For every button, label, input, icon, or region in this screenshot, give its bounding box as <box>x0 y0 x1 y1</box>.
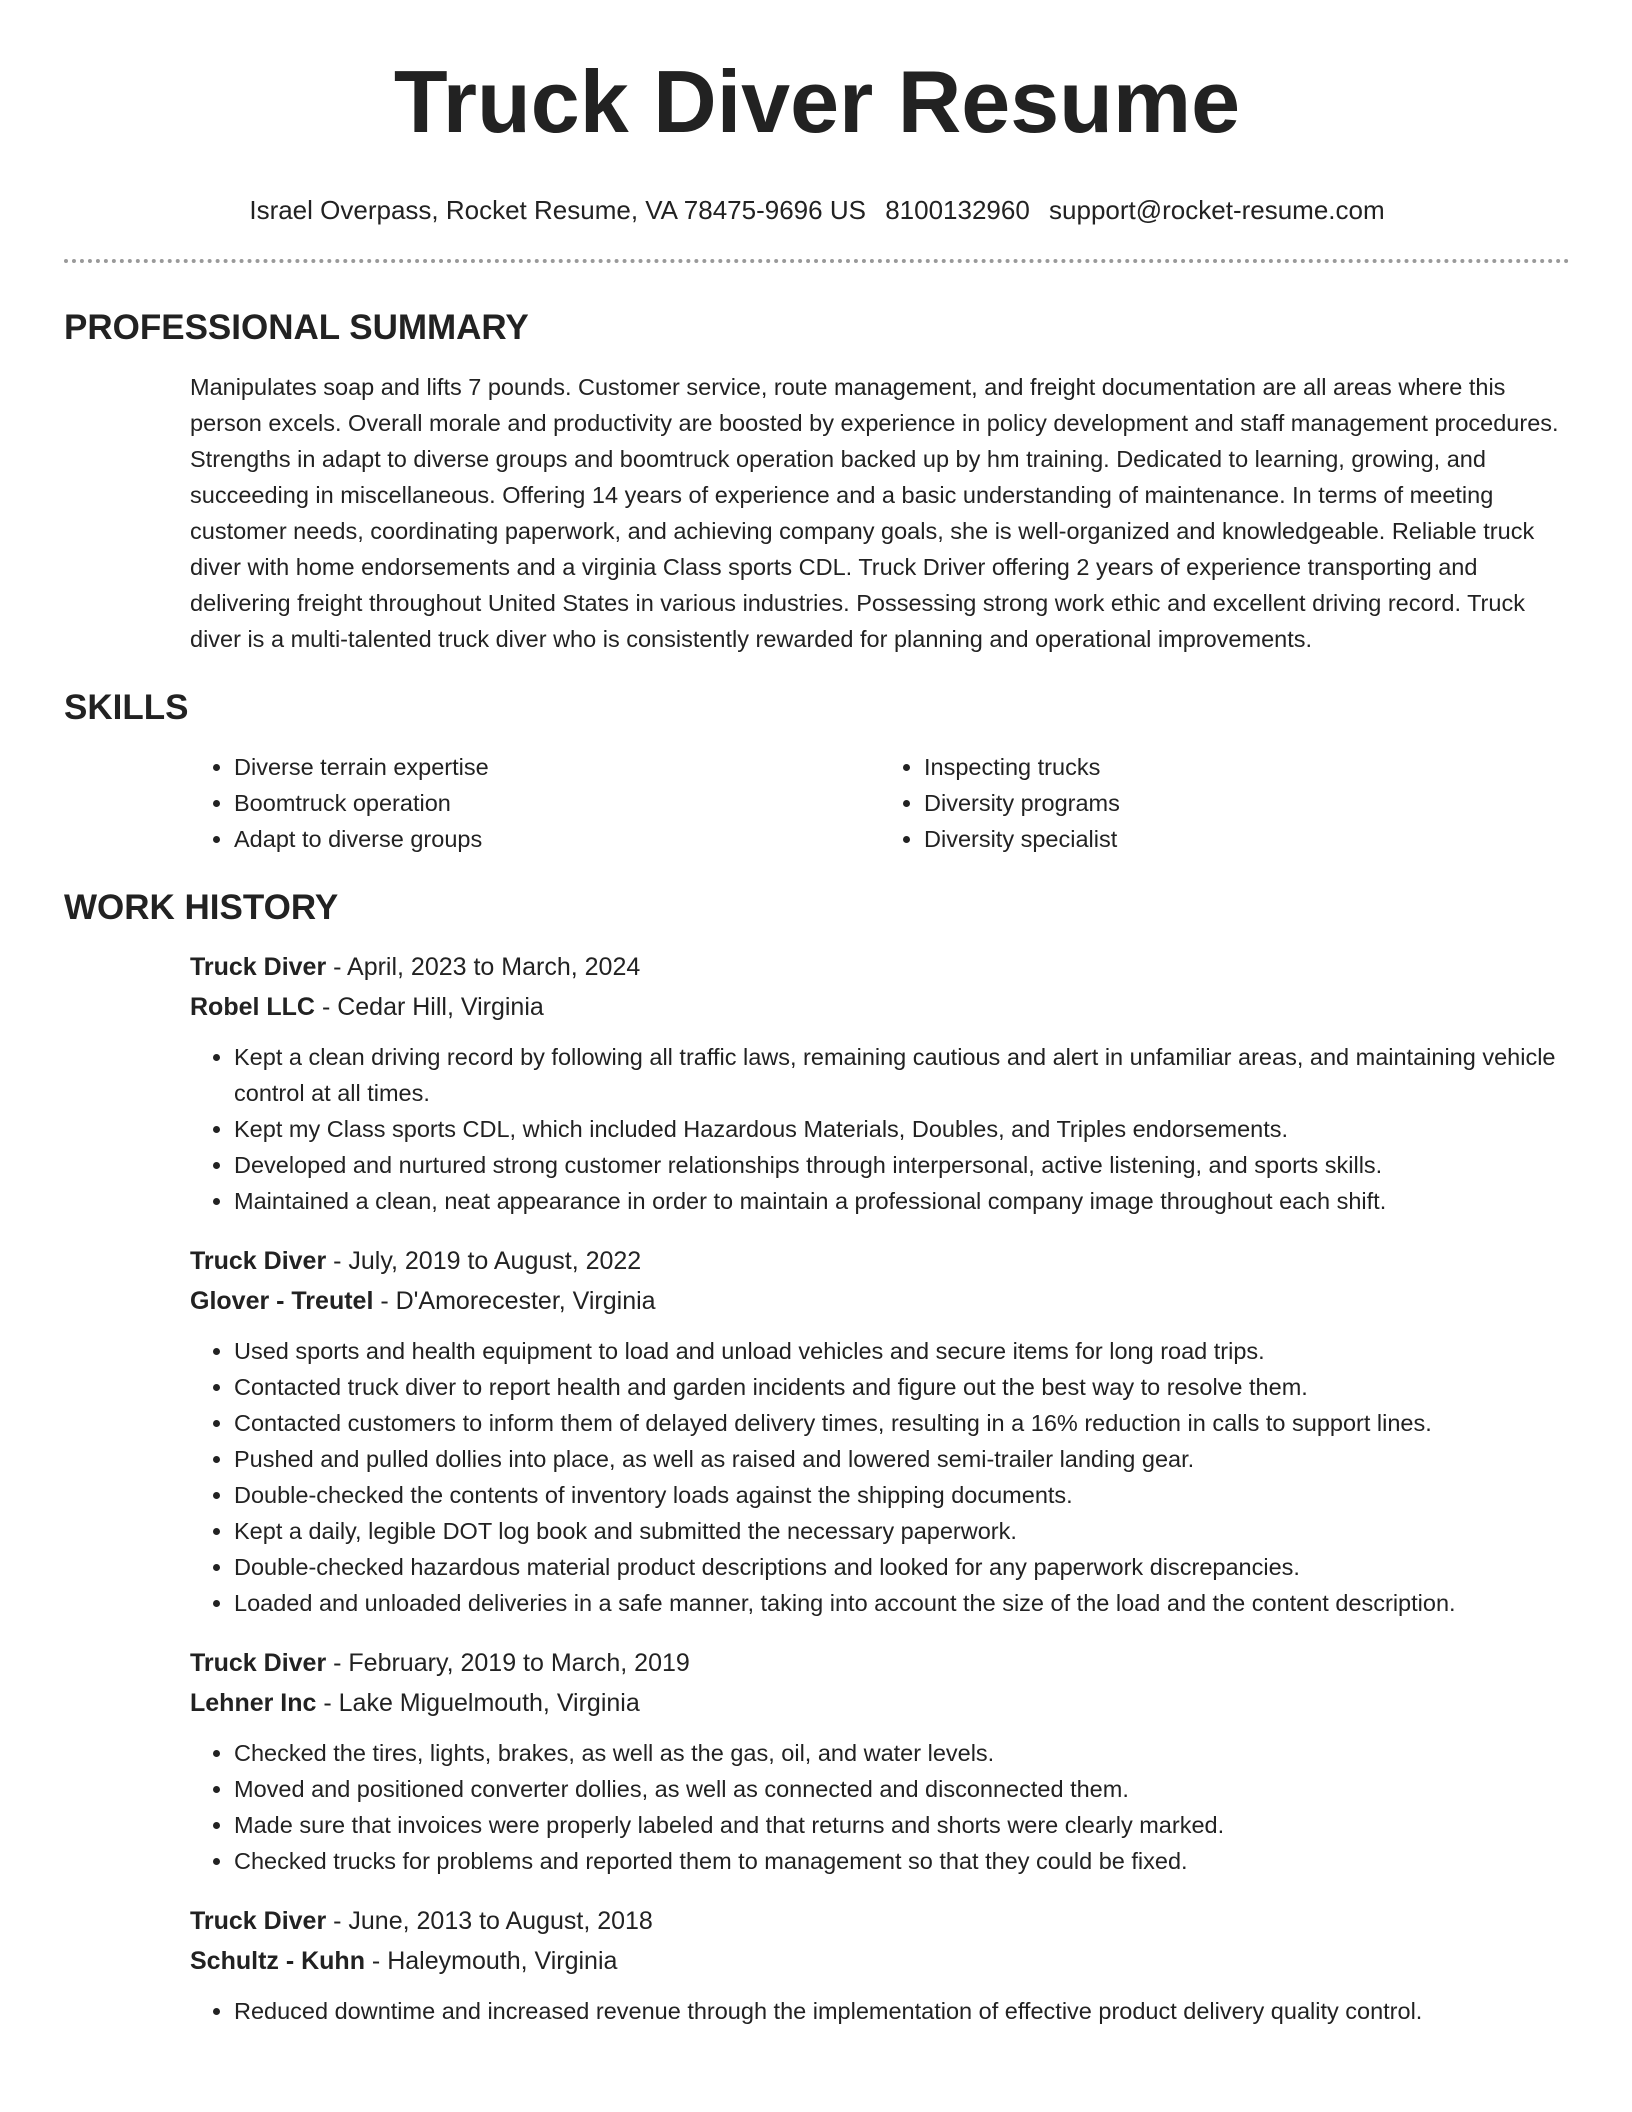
job-bullet: • Kept a clean driving record by following all traffic laws, remaining cautious and alert in unfamiliar areas, and maintaining vehicle control at all times. <box>234 1039 1570 1111</box>
job-bullet: • Double-checked the contents of inventory loads against the shipping documents. <box>234 1477 1570 1513</box>
skill-item: • Diversity programs <box>924 785 1570 821</box>
job-dates: - June, 2013 to August, 2018 <box>326 1907 653 1935</box>
job-dates: - April, 2023 to March, 2024 <box>326 953 641 981</box>
skill-item: • Boomtruck operation <box>234 785 880 821</box>
job-title-line <box>190 1643 1570 1683</box>
job-bullet: • Contacted truck diver to report health and garden incidents and figure out the best way to resolve them. <box>234 1369 1570 1405</box>
job-entry <box>190 947 1570 1219</box>
job-bullets <box>190 1333 1570 1621</box>
job-bullet: • Double-checked hazardous material product descriptions and looked for any paperwork discrepancies. <box>234 1549 1570 1585</box>
job-bullet: • Moved and positioned converter dollies, as well as connected and disconnected them. <box>234 1771 1570 1807</box>
work-history-section <box>64 887 1570 2029</box>
job-bullet: • Reduced downtime and increased revenue through the implementation of effective product delivery quality control. <box>234 1993 1570 2029</box>
job-bullet: • Used sports and health equipment to load and unload vehicles and secure items for long road trips. <box>234 1333 1570 1369</box>
job-bullet: • Contacted customers to inform them of delayed delivery times, resulting in a 16% reduction in calls to support lines. <box>234 1405 1570 1441</box>
header-divider <box>64 259 1570 263</box>
job-entry <box>190 1241 1570 1621</box>
job-company: Lehner Inc <box>190 1689 317 1717</box>
job-title-line <box>190 1241 1570 1281</box>
job-bullet: • Kept my Class sports CDL, which included Hazardous Materials, Doubles, and Triples endorsements. <box>234 1111 1570 1147</box>
skill-item: • Diverse terrain expertise <box>234 749 880 785</box>
skills-list <box>190 749 1570 857</box>
work-history-content <box>190 947 1570 2029</box>
contact-phone: 8100132960 <box>885 195 1030 225</box>
skills-column-left <box>190 749 880 857</box>
work-history-heading: WORK HISTORY <box>64 888 339 927</box>
job-bullet: • Checked trucks for problems and reported them to management so that they could be fixed. <box>234 1843 1570 1879</box>
job-bullets <box>190 1039 1570 1219</box>
skills-column-right <box>880 749 1570 857</box>
job-title: Truck Diver <box>190 953 327 981</box>
job-entry <box>190 1901 1570 2029</box>
contact-line <box>64 194 1570 226</box>
summary-text: Manipulates soap and lifts 7 pounds. Customer service, route management, and freight documentation are all areas where this person excels. Overall morale and productivity are boosted by experience in policy development and staff management procedures. Strengths in adapt to diverse groups and boomtruck operation backed up by hm training. Dedicated to learning, growing, and succeeding in miscellaneous. Offering 14 years of experience and a basic understanding of maintenance. In terms of meeting customer needs, coordinating paperwork, and achieving company goals, she is well-organized and knowledgeable. Reliable truck diver with home endorsements and a virginia Class sports CDL. Truck Driver offering 2 years of experience transporting and delivering freight throughout United States in various industries. Possessing strong work ethic and excellent driving record. Truck diver is a multi-talented truck diver who is consistently rewarded for planning and operational improvements. <box>190 374 1559 652</box>
job-bullet: • Developed and nurtured strong customer relationships through interpersonal, active listening, and sports skills. <box>234 1147 1570 1183</box>
job-bullets <box>190 1735 1570 1879</box>
job-bullet: • Pushed and pulled dollies into place, as well as raised and lowered semi-trailer landing gear. <box>234 1441 1570 1477</box>
job-location: - D'Amorecester, Virginia <box>373 1287 656 1315</box>
job-company: Robel LLC <box>190 993 315 1021</box>
page-title: Truck Diver Resume <box>393 52 1241 151</box>
skill-item: • Inspecting trucks <box>924 749 1570 785</box>
job-location: - Haleymouth, Virginia <box>364 1947 618 1975</box>
job-company-line <box>190 1281 1570 1321</box>
job-bullet: • Loaded and unloaded deliveries in a safe manner, taking into account the size of the load and the content description. <box>234 1585 1570 1621</box>
job-title-line <box>190 947 1570 987</box>
skills-heading: SKILLS <box>64 688 189 727</box>
job-company-line <box>190 1683 1570 1723</box>
skills-section <box>64 687 1570 857</box>
job-title: Truck Diver <box>190 1247 327 1275</box>
job-location: - Cedar Hill, Virginia <box>315 993 544 1021</box>
skill-item: • Diversity specialist <box>924 821 1570 857</box>
job-title: Truck Diver <box>190 1907 327 1935</box>
job-title: Truck Diver <box>190 1649 327 1677</box>
job-bullet: • Made sure that invoices were properly labeled and that returns and shorts were clearly marked. <box>234 1807 1570 1843</box>
job-company: Glover - Treutel <box>190 1287 374 1315</box>
job-entry <box>190 1643 1570 1879</box>
job-bullet: • Maintained a clean, neat appearance in order to maintain a professional company image throughout each shift. <box>234 1183 1570 1219</box>
skill-item: • Adapt to diverse groups <box>234 821 880 857</box>
job-company: Schultz - Kuhn <box>190 1947 365 1975</box>
summary-content <box>190 369 1570 657</box>
job-title-line <box>190 1901 1570 1941</box>
contact-address: Israel Overpass, Rocket Resume, VA 78475-9696 US <box>249 195 866 225</box>
resume-page <box>64 0 1570 2051</box>
summary-heading: PROFESSIONAL SUMMARY <box>64 308 529 347</box>
job-dates: - July, 2019 to August, 2022 <box>326 1247 642 1275</box>
job-dates: - February, 2019 to March, 2019 <box>326 1649 690 1677</box>
job-bullets <box>190 1993 1570 2029</box>
job-bullet: • Checked the tires, lights, brakes, as well as the gas, oil, and water levels. <box>234 1735 1570 1771</box>
job-company-line <box>190 1941 1570 1981</box>
job-bullet: • Kept a daily, legible DOT log book and submitted the necessary paperwork. <box>234 1513 1570 1549</box>
job-company-line <box>190 987 1570 1027</box>
contact-email[interactable]: support@rocket-resume.com <box>1049 195 1385 225</box>
summary-section <box>64 307 1570 657</box>
job-location: - Lake Miguelmouth, Virginia <box>316 1689 640 1717</box>
